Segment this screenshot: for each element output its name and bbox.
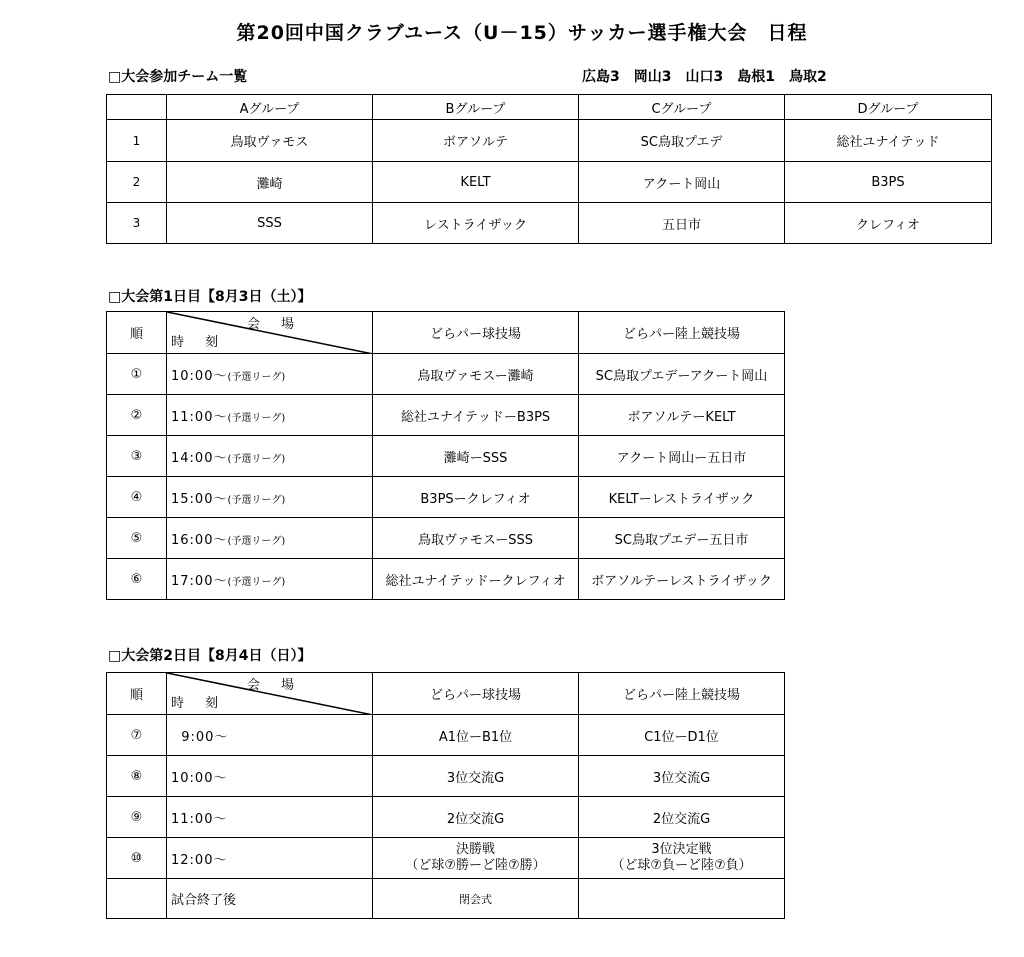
match-stage-note: (予選リーグ) (227, 535, 286, 547)
day2-header-row (107, 673, 785, 715)
team-cell: アクート岡山 (579, 162, 785, 203)
venue1-match: 鳥取ヴァモスー灘崎 (373, 354, 579, 395)
group-row-number: 3 (107, 203, 167, 244)
team-cell: レストライザック (373, 203, 579, 244)
final-pairing: （ど球⑦勝ーど陸⑦勝） (405, 858, 546, 873)
table-row (107, 715, 785, 756)
match-time: 11:00～ (167, 797, 373, 838)
venue1-match: B3PSークレフィオ (373, 477, 579, 518)
closing-empty-cell (107, 879, 167, 919)
venue2-match: 3位交流G (579, 756, 785, 797)
match-number: ⑨ (107, 797, 167, 838)
group-header-c: Cグループ (579, 95, 785, 120)
venue1-header: どらパー球技場 (373, 312, 579, 354)
third-place-label: 3位決定戦 (651, 842, 712, 857)
closing-ceremony: 閉会式 (373, 879, 579, 919)
final-label: 決勝戦 (455, 842, 495, 857)
order-header: 順 (107, 673, 167, 715)
venue-header-label: 会 場 (247, 678, 299, 693)
match-number: ③ (107, 436, 167, 477)
page-title: 第20回中国クラブユース（U－15）サッカー選手権大会 日程 (236, 22, 808, 44)
venue2-match: アクート岡山ー五日市 (579, 436, 785, 477)
venue2-match: ボアソルテーレストライザック (579, 559, 785, 600)
match-stage-note: (予選リーグ) (227, 412, 286, 424)
venue2-match: ボアソルテーKELT (579, 395, 785, 436)
time-header-label: 時 刻 (171, 696, 223, 711)
group-header-a: Aグループ (167, 95, 373, 120)
venue1-match: 総社ユナイテッドークレフィオ (373, 559, 579, 600)
group-header-b: Bグループ (373, 95, 579, 120)
team-cell: SSS (167, 203, 373, 244)
group-row-number: 2 (107, 162, 167, 203)
table-row (107, 436, 785, 477)
group-header-d: Dグループ (785, 95, 992, 120)
groups-corner (107, 95, 167, 120)
match-number: ④ (107, 477, 167, 518)
match-time-cell (167, 559, 373, 600)
match-time-cell (167, 477, 373, 518)
team-cell: クレフィオ (785, 203, 992, 244)
team-cell: 灘崎 (167, 162, 373, 203)
team-cell: KELT (373, 162, 579, 203)
venue2-match: 2位交流G (579, 797, 785, 838)
team-cell: B3PS (785, 162, 992, 203)
order-header: 順 (107, 312, 167, 354)
match-number: ⑥ (107, 559, 167, 600)
match-number: ② (107, 395, 167, 436)
day1-header-row (107, 312, 785, 354)
venue1-header: どらパー球技場 (373, 673, 579, 715)
groups-table (106, 94, 992, 244)
match-number: ⑤ (107, 518, 167, 559)
match-number: ⑧ (107, 756, 167, 797)
venue2-match: SC鳥取プエデー五日市 (579, 518, 785, 559)
venue-time-header (167, 673, 373, 715)
venue-header-label: 会 場 (247, 317, 299, 332)
team-cell: 鳥取ヴァモス (167, 120, 373, 162)
match-stage-note: (予選リーグ) (227, 371, 286, 383)
venue1-match: 総社ユナイテッドーB3PS (373, 395, 579, 436)
venue2-header: どらパー陸上競技場 (579, 312, 785, 354)
match-time: 14:00～ (171, 450, 228, 466)
venue1-match: 鳥取ヴァモスーSSS (373, 518, 579, 559)
day2-heading: □大会第2日目【8月4日（日）】 (108, 648, 312, 664)
match-stage-note: (予選リーグ) (227, 453, 286, 465)
venue2-match: SC鳥取プエデーアクート岡山 (579, 354, 785, 395)
venue1-match: 2位交流G (373, 797, 579, 838)
team-cell: SC鳥取プエデ (579, 120, 785, 162)
match-time-cell (167, 395, 373, 436)
table-row (107, 518, 785, 559)
venue1-match: 灘崎ーSSS (373, 436, 579, 477)
day1-heading: □大会第1日目【8月3日（土）】 (108, 289, 312, 305)
team-cell: ボアソルテ (373, 120, 579, 162)
table-row (107, 477, 785, 518)
match-number: ⑦ (107, 715, 167, 756)
teams-heading: □大会参加チーム一覧 (108, 69, 248, 85)
table-row (107, 203, 992, 244)
match-time-cell (167, 354, 373, 395)
table-row (107, 879, 785, 919)
table-row (107, 797, 785, 838)
venue2-match: C1位ーD1位 (579, 715, 785, 756)
venue2-match: KELTーレストライザック (579, 477, 785, 518)
table-row (107, 120, 992, 162)
table-row (107, 395, 785, 436)
group-row-number: 1 (107, 120, 167, 162)
prefecture-counts: 広島3 岡山3 山口3 島根1 鳥取2 (582, 69, 827, 85)
venue1-final (373, 838, 579, 879)
table-row (107, 559, 785, 600)
venue-time-header (167, 312, 373, 354)
time-header-label: 時 刻 (171, 335, 223, 350)
day1-schedule-table (106, 311, 785, 600)
table-row (107, 354, 785, 395)
match-time: 15:00～ (171, 491, 228, 507)
match-stage-note: (予選リーグ) (227, 576, 286, 588)
team-cell: 総社ユナイテッド (785, 120, 992, 162)
team-cell: 五日市 (579, 203, 785, 244)
third-place-pairing: （ど球⑦負ーど陸⑦負） (611, 858, 752, 873)
match-time-cell (167, 436, 373, 477)
match-time: 16:00～ (171, 532, 228, 548)
table-row (107, 838, 785, 879)
venue2-third-place (579, 838, 785, 879)
venue1-match: 3位交流G (373, 756, 579, 797)
match-number: ① (107, 354, 167, 395)
venue2-header: どらパー陸上競技場 (579, 673, 785, 715)
table-row (107, 756, 785, 797)
match-time: 17:00～ (171, 573, 228, 589)
match-time: 10:00～ (171, 368, 228, 384)
match-number: ⑩ (107, 838, 167, 879)
closing-empty-cell-2 (579, 879, 785, 919)
match-stage-note: (予選リーグ) (227, 494, 286, 506)
match-time: 11:00～ (171, 409, 228, 425)
closing-time-label: 試合終了後 (167, 879, 373, 919)
venue1-match: A1位ーB1位 (373, 715, 579, 756)
table-row (107, 162, 992, 203)
groups-header-row (107, 95, 992, 120)
match-time: 12:00～ (167, 838, 373, 879)
match-time: 10:00～ (167, 756, 373, 797)
match-time: 9:00～ (167, 715, 373, 756)
day2-schedule-table (106, 672, 785, 919)
match-time-cell (167, 518, 373, 559)
